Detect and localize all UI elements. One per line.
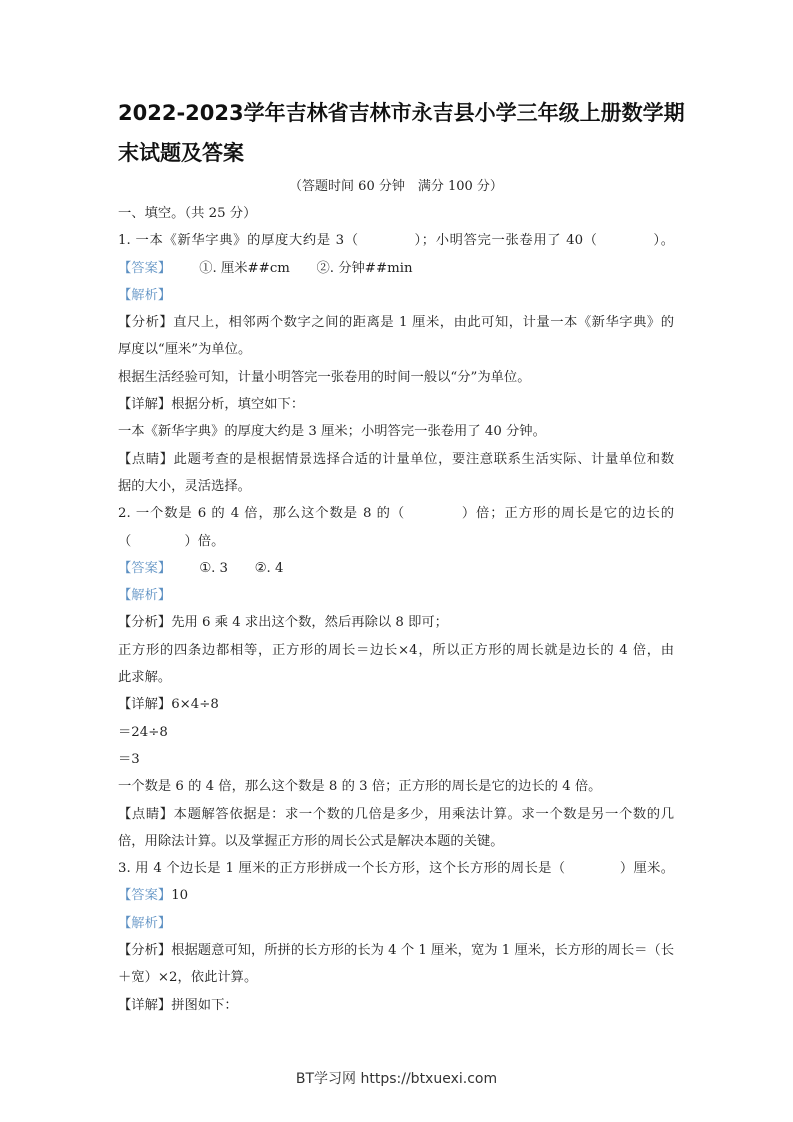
xiangjie-text: 拼图如下： [171,997,238,1013]
q1-xiangjie-line [118,391,674,418]
xiangjie-text: 6×4÷8 [171,697,219,713]
q2-fenxi-line: 正方形的四条边都相等，正方形的周长＝边长×4，所以正方形的周长就是边长的 4 倍，由 [118,642,674,658]
answer-text: ①. 3 ②. 4 [199,560,284,576]
q3-fenxi-line: ＋宽）×2，依此计算。 [118,970,258,986]
q1-jiexi-label: 【解析】 [118,287,172,303]
q2-dianjing-line [118,801,674,828]
q1-fenxi-line: 根据生活经验可知，计量小明答完一张卷用的时间一般以“分”为单位。 [118,369,531,385]
fenxi-label: 【分析】 [118,615,172,631]
xiangjie-text: 根据分析，填空如下： [171,397,305,413]
document-body [118,200,674,1019]
q1-dianjing-line: 据的大小，灵活选择。 [118,478,251,494]
q1-fenxi-line [118,309,674,336]
footer-watermark: BT学习网 https://btxuexi.com [295,1071,498,1087]
q3-question: 3. 用 4 个边长是 1 厘米的正方形拼成一个长方形，这个长方形的周长是（ ）厘米。 [118,861,674,877]
document-title-line2: 末试题及答案 [118,141,244,165]
answer-label: 【答案】 [118,560,172,576]
answer-label: 【答案】 [118,260,172,276]
fenxi-text: 根据题意可知，所拼的长方形的长为 4 个 1 厘米，宽为 1 厘米，长方形的周长＝（长 [171,943,675,959]
xiangjie-label: 【详解】 [118,697,172,713]
fenxi-label: 【分析】 [118,315,174,331]
exam-subtitle: （答题时间 60 分钟 满分 100 分） [289,179,503,194]
document-title-line1: 2022-2023学年吉林省吉林市永吉县小学三年级上册数学期 [118,101,685,125]
xiangjie-label: 【详解】 [118,397,172,413]
q2-answer [118,555,674,582]
q2-xiangjie-line: ＝3 [118,751,140,767]
q1-fenxi-line: 厚度以“厘米”为单位。 [118,342,252,358]
q2-xiangjie-line: ＝24÷8 [118,724,168,740]
fenxi-text: 先用 6 乘 4 求出这个数，然后再除以 8 即可； [171,615,448,631]
q2-fenxi-line [118,609,674,636]
q2-jiexi-label: 【解析】 [118,588,172,604]
dianjing-text: 此题考查的是根据情景选择合适的计量单位，要注意联系生活实际、计量单位和数 [173,451,675,467]
q1-dianjing-line [118,446,674,473]
q2-fenxi-line: 此求解。 [118,670,172,686]
answer-text: 10 [171,888,189,904]
answer-text: ①. 厘米##cm ②. 分钟##min [199,260,413,276]
fenxi-label: 【分析】 [118,943,172,959]
q3-fenxi-line [118,937,674,964]
q2-dianjing-line: 倍，用除法计算。以及掌握正方形的周长公式是解决本题的关键。 [118,833,504,849]
q2-xiangjie-line [118,691,674,718]
dianjing-label: 【点睛】 [118,451,174,467]
section-heading: 一、填空。（共 25 分） [118,206,257,221]
q3-xiangjie-line [118,992,674,1019]
q1-answer [118,255,674,282]
xiangjie-label: 【详解】 [118,997,172,1013]
fenxi-text: 直尺上，相邻两个数字之间的距离是 1 厘米，由此可知，计量一本《新华字典》的 [173,315,675,331]
q2-question: （ ）倍。 [118,533,225,549]
q1-xiangjie-line: 一本《新华字典》的厚度大约是 3 厘米；小明答完一张卷用了 40 分钟。 [118,424,546,440]
q3-jiexi-label: 【解析】 [118,915,172,931]
q1-question: 1. 一本《新华字典》的厚度大约是 3（ ）；小明答完一张卷用了 40（ ）。 [118,233,674,249]
q3-answer [118,882,674,909]
q2-xiangjie-line: 一个数是 6 的 4 倍，那么这个数是 8 的 3 倍；正方形的周长是它的边长的 4 倍。 [118,779,602,795]
q2-question: 2. 一个数是 6 的 4 倍，那么这个数是 8 的（ ）倍；正方形的周长是它的边长的 [118,506,674,522]
dianjing-label: 【点睛】 [118,806,174,822]
dianjing-text: 本题解答依据是：求一个数的几倍是多少，用乘法计算。求一个数是另一个数的几 [173,806,675,822]
answer-label: 【答案】 [118,888,172,904]
